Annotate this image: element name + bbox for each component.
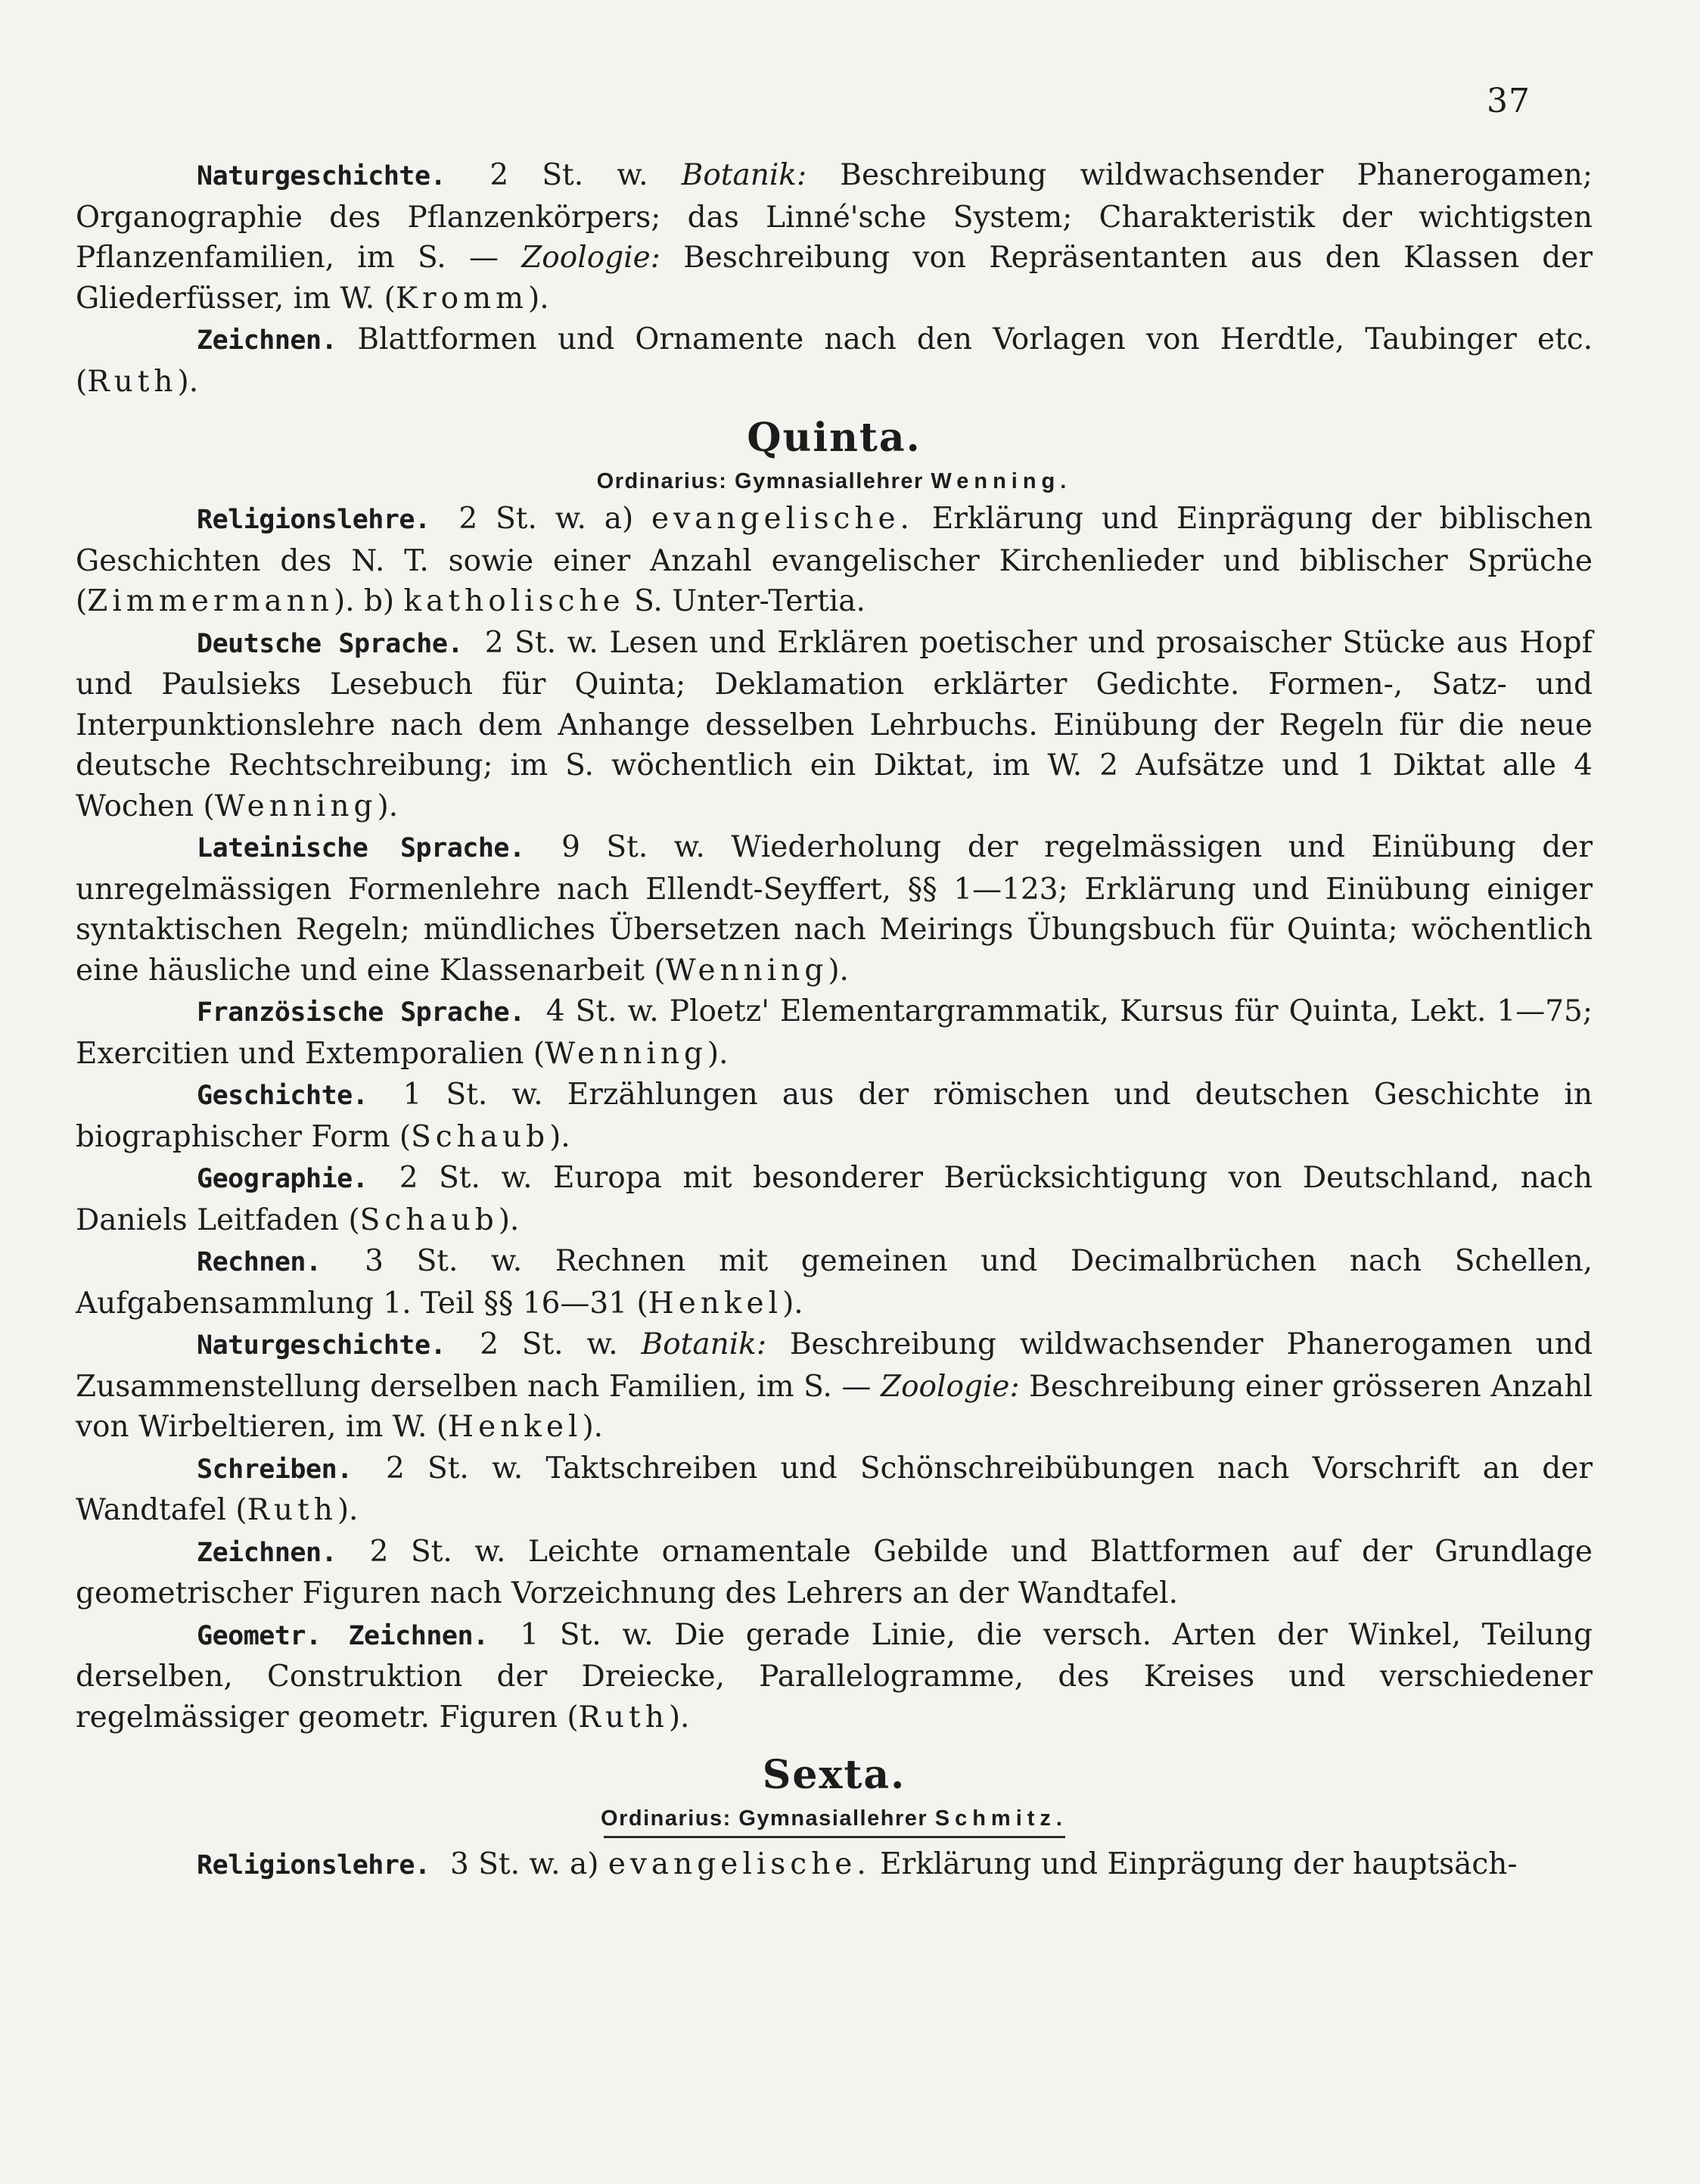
teacher-name: Wenning xyxy=(545,1036,707,1071)
teacher-name: Henkel xyxy=(648,1286,783,1321)
curriculum-entry xyxy=(76,499,1593,622)
weekly-hours: 2 St. w. xyxy=(489,158,648,192)
weekly-hours: 3 St. w. xyxy=(365,1244,523,1278)
section-title-quinta: Quinta. xyxy=(747,415,921,461)
teacher-name: Ruth xyxy=(578,1700,669,1734)
ordinarius-quinta xyxy=(76,464,1593,499)
curriculum-entry xyxy=(76,1241,1593,1324)
topic-label: Botanik: xyxy=(641,1327,766,1361)
curriculum-entry xyxy=(76,623,1593,827)
topic-label: Zoologie: xyxy=(521,241,660,275)
ordinarius-label: Ordinarius: Gymnasiallehrer xyxy=(596,469,924,493)
description-text: ). xyxy=(377,789,399,823)
ordinarius-label: Ordinarius: Gymnasiallehrer xyxy=(601,1806,928,1831)
description-text: Beschreibung von Repräsentanten aus den Klassen der Gliederfüsser, im W. ( xyxy=(76,241,1593,316)
weekly-hours: 1 St. w. xyxy=(520,1617,654,1652)
description-text: Blattformen und Ornamente nach den Vorlagen von Herdtle, Taubinger etc. ( xyxy=(76,322,1593,399)
subject-heading: Religionslehre. xyxy=(197,1850,430,1881)
page-number: 37 xyxy=(1487,82,1531,120)
teacher-name: Ruth xyxy=(247,1493,337,1527)
topic-label: Botanik: xyxy=(681,158,807,192)
description-text: Beschreibung wildwachsender Phanerogamen und Zusammenstellung derselben nach Familien, im S. — xyxy=(76,1327,1593,1404)
weekly-hours: 2 St. w. xyxy=(480,1327,618,1361)
subject-heading: Geographie. xyxy=(197,1164,368,1194)
weekly-hours: 3 St. w. xyxy=(449,1847,561,1881)
curriculum-entry xyxy=(76,827,1593,991)
description-text: Beschreibung einer grösseren Anzahl von Wirbeltieren, im W. ( xyxy=(76,1369,1593,1444)
curriculum-entry xyxy=(76,1844,1593,1887)
teacher-name: Kromm xyxy=(395,281,529,316)
subject-heading: Geschichte. xyxy=(197,1081,368,1111)
weekly-hours: 4 St. w. xyxy=(545,994,659,1028)
curriculum-entry xyxy=(76,1615,1593,1738)
description-text: ). xyxy=(782,1286,803,1321)
description-text: S. Unter-Tertia. xyxy=(624,584,866,618)
subject-heading: Französische Sprache. xyxy=(197,997,525,1028)
description-text: a) xyxy=(604,502,652,536)
weekly-hours: 1 St. w. xyxy=(402,1078,543,1112)
description-text: ). xyxy=(528,281,549,316)
description-text: ). xyxy=(828,953,849,988)
weekly-hours: 2 St. w. xyxy=(458,502,586,536)
description-text: Europa mit besonderer Berücksichtigung von Deutschland, nach Daniels Leitfaden ( xyxy=(76,1161,1593,1237)
subject-heading: Zeichnen. xyxy=(197,325,337,356)
description-text: ). xyxy=(707,1036,729,1071)
curriculum-entry xyxy=(76,1448,1593,1531)
teacher-name: evangelische. xyxy=(651,502,914,536)
curriculum-entry xyxy=(76,319,1593,402)
description-text: ). xyxy=(337,1493,359,1527)
teacher-name: Wenning xyxy=(214,789,378,823)
description-text: ). xyxy=(582,1410,604,1444)
weekly-hours: 9 St. w. xyxy=(561,830,705,864)
teacher-name: Ruth xyxy=(87,364,178,399)
ordinarius-sexta xyxy=(76,1801,1593,1836)
description-text: Erklärung und Einprägung der biblischen Geschichten des N. T. sowie einer Anzahl evangelischer Kirchenlieder und biblischer Sprüche ( xyxy=(76,502,1593,618)
curriculum-entry xyxy=(76,1324,1593,1448)
curriculum-entry xyxy=(76,1075,1593,1157)
intro-section xyxy=(76,155,1593,402)
subject-heading: Lateinische Sprache. xyxy=(197,833,525,863)
description-text: a) xyxy=(569,1847,608,1881)
curriculum-entry xyxy=(76,991,1593,1074)
text-column xyxy=(76,155,1593,1887)
description-text: Taktschreiben und Schönschreibübungen nach Vorschrift an der Wandtafel ( xyxy=(76,1451,1593,1527)
description-text: Die gerade Linie, die versch. Arten der Winkel, Teilung derselben, Construktion der Dreiecke, Parallelogramme, des Kreises und verschiedener regelmässiger geometr. Figuren ( xyxy=(76,1617,1593,1734)
description-text: Rechnen mit gemeinen und Decimalbrüchen nach Schellen, Aufgabensammlung 1. Teil §§ 16—31 ( xyxy=(76,1244,1593,1321)
weekly-hours: 2 St. w. xyxy=(369,1534,506,1569)
description-text: ). xyxy=(177,364,199,399)
weekly-hours: 2 St. w. xyxy=(385,1451,524,1486)
description-text: Erzählungen aus der römischen und deutschen Geschichte in biographischer Form ( xyxy=(76,1078,1593,1154)
description-text: Leichte ornamentale Gebilde und Blattformen auf der Grundlage geometrischer Figuren nach Vorzeichnung des Lehrers an der Wandtafel. xyxy=(76,1534,1593,1610)
ordinarius-name: Schmitz. xyxy=(934,1806,1068,1831)
description-text: Lesen und Erklären poetischer und prosaischer Stücke aus Hopf und Paulsieks Lesebuch für Quinta; Deklamation erklärter Gedichte. Formen-, Satz- und Interpunktionslehre nach dem Anhange desselben Lehrbuchs. Einübung der Regeln für die neue deutsche Rechtschreibung; im S. wöchentlich ein Diktat, im W. 2 Aufsätze und 1 Diktat alle 4 Wochen ( xyxy=(76,625,1593,823)
quinta-curriculum xyxy=(76,499,1593,1738)
curriculum-entry xyxy=(76,155,1593,319)
subject-heading: Geometr. Zeichnen. xyxy=(197,1620,489,1651)
description-text: ). xyxy=(668,1700,690,1734)
teacher-name: Wenning xyxy=(665,953,828,988)
description-text: ). b) xyxy=(333,584,404,618)
teacher-name: Zimmermann xyxy=(87,584,334,618)
teacher-name: Schaub xyxy=(411,1119,550,1154)
sexta-curriculum xyxy=(76,1844,1593,1887)
description-text: Erklärung und Einprägung der hauptsäch- xyxy=(870,1847,1518,1881)
subject-heading: Naturgeschichte. xyxy=(197,1330,446,1361)
description-text: Ploetz' Elementargrammatik, Kursus für Quinta, Lekt. 1—75; Exercitien und Extemporalien ( xyxy=(76,994,1593,1071)
description-text: Wiederholung der regelmässigen und Einübung der unregelmässigen Formenlehre nach Ellendt-Seyffert, §§ 1—123; Erklärung und Einübung einiger syntaktischen Regeln; mündliches Übersetzen nach Meirings Übungsbuch für Quinta; wöchentlich eine häusliche und eine Klassenarbeit ( xyxy=(76,830,1593,988)
subject-heading: Religionslehre. xyxy=(197,505,430,535)
curriculum-entry xyxy=(76,1532,1593,1614)
curriculum-entry xyxy=(76,1158,1593,1240)
teacher-name: katholische xyxy=(403,584,625,618)
section-title-sexta: Sexta. xyxy=(762,1752,906,1798)
description-text: ). xyxy=(549,1119,570,1154)
teacher-name: Henkel xyxy=(448,1410,583,1444)
weekly-hours: 2 St. w. xyxy=(484,625,598,660)
description-text: Beschreibung wildwachsender Phanerogamen; Organographie des Pflanzenkörpers; das Linné'sche System; Charakteristik der wichtigsten Pflanzenfamilien, im S. — xyxy=(76,158,1593,275)
teacher-name: Schaub xyxy=(359,1202,499,1237)
section-rule xyxy=(604,1836,1065,1838)
teacher-name: evangelische. xyxy=(608,1847,871,1881)
description-text: ). xyxy=(498,1202,520,1237)
weekly-hours: 2 St. w. xyxy=(399,1161,533,1195)
topic-label: Zoologie: xyxy=(880,1369,1020,1404)
ordinarius-name: Wenning. xyxy=(931,469,1072,493)
subject-heading: Rechnen. xyxy=(197,1247,322,1277)
subject-heading: Naturgeschichte. xyxy=(197,161,446,191)
subject-heading: Schreiben. xyxy=(197,1454,353,1485)
subject-heading: Deutsche Sprache. xyxy=(197,628,463,659)
subject-heading: Zeichnen. xyxy=(197,1537,337,1568)
